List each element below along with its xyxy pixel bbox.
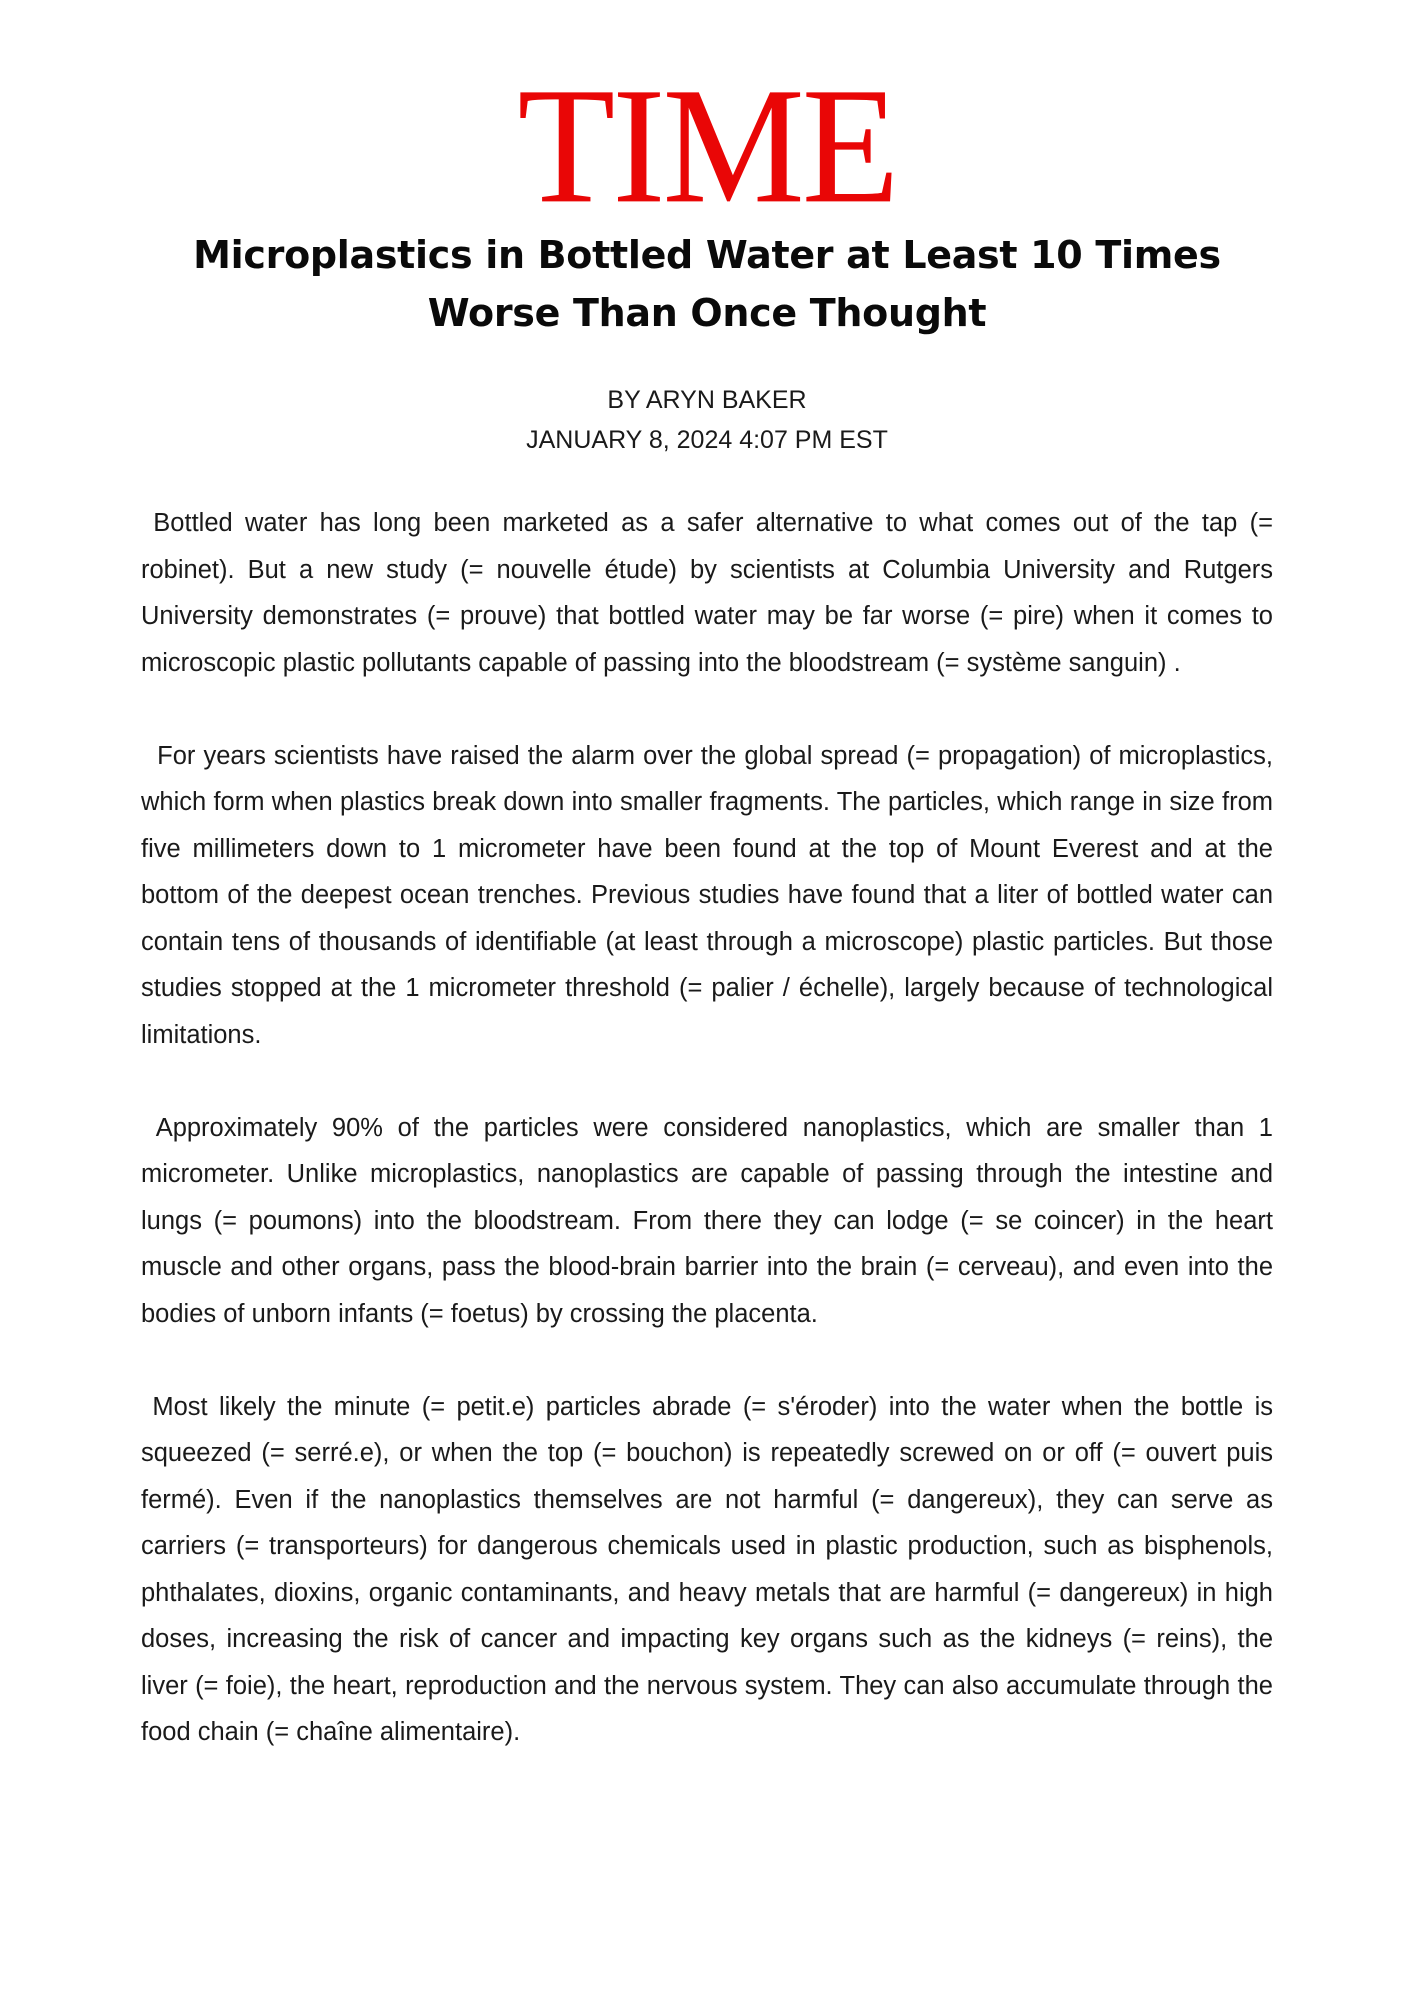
paragraph: Approximately 90% of the particles were considered nanoplastics, which are smaller than 1 micrometer. Unlike microplastics, nanoplastics are capable of passing through the intestine and lungs (= poumons) into the bloodstream. From there they can lodge (= se coincer) in the heart muscle and other organs, pass the blood-brain barrier into the brain (= cerveau), and even into the bodies of unborn infants (= foetus) by crossing the placenta. (141, 1113, 1281, 1328)
article-body (141, 500, 1281, 1802)
paragraph: Bottled water has long been marketed as a safer alternative to what comes out of the tap (= robinet). But a new study (= nouvelle étude) by scientists at Columbia University and Rutgers University demonstrates (= prouve) that bottled water may be far worse (= pire) when it comes to microscopic plastic pollutants capable of passing into the bloodstream (= système sanguin) . (141, 509, 1281, 677)
paragraph: Most likely the minute (= petit.e) particles abrade (= s'éroder) into the water when the bottle is squeezed (= serré.e), or when the top (= bouchon) is repeatedly screwed on or off (= ouvert puis fermé). Even if the nanoplastics themselves are not harmful (= dangereux), they can serve as carriers (= transporteurs) for dangerous chemicals used in plastic production, such as bisphenols, phthalates, dioxins, organic contaminants, and heavy metals that are harmful (= dangereux) in high doses, increasing the risk of cancer and impacting key organs such as the kidneys (= reins), the liver (= foie), the heart, reproduction and the nervous system. They can also accumulate through the food chain (= chaîne alimentaire). (141, 1392, 1281, 1746)
byline-block (0, 380, 1414, 460)
author-byline: BY ARYN BAKER (607, 386, 807, 414)
article-headline: Microplastics in Bottled Water at Least 10 Times Worse Than Once Thought (193, 233, 1221, 335)
publication-date: JANUARY 8, 2024 4:07 PM EST (526, 426, 888, 454)
paragraph: For years scientists have raised the alarm over the global spread (= propagation) of microplastics, which form when plastics break down into smaller fragments. The particles, which range in size from five millimeters down to 1 micrometer have been found at the top of Mount Everest and at the bottom of the deepest ocean trenches. Previous studies have found that a liter of bottled water can contain tens of thousands of identifiable (at least through a microscope) plastic particles. But those studies stopped at the 1 micrometer threshold (= palier / échelle), largely because of technological limitations. (141, 741, 1281, 1049)
time-logo: TIME (517, 52, 897, 238)
